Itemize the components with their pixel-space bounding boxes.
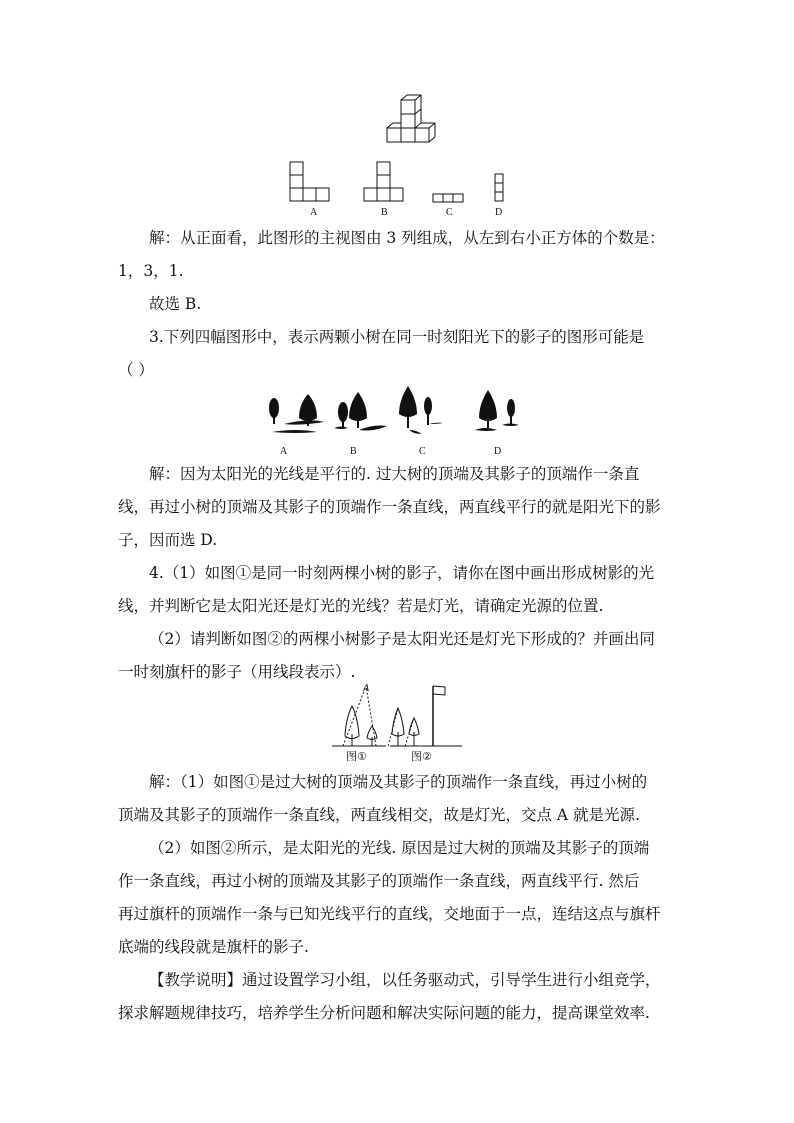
- option-a-trees: [269, 394, 324, 433]
- text-line: 一时刻旗杆的影子（用线段表示）.: [118, 663, 356, 681]
- teaching-note: 【教学说明】通过设置学习小组，以任务驱动式，引导学生进行小组竞学，: [149, 971, 661, 989]
- text-line: 子，因而选 D.: [118, 531, 218, 549]
- text-line: 顶端及其影子的顶端作一条直线，两直线相交，故是灯光，交点 A 就是光源.: [118, 806, 640, 824]
- text-line: 探求解题规律技巧，培养学生分析问题和解决实际问题的能力，提高课堂效率.: [118, 1004, 650, 1022]
- tree-shadow-figure: [262, 382, 537, 460]
- option-c-trees: [399, 386, 443, 434]
- option-label-c: C: [446, 207, 453, 218]
- light-source-figure: [330, 680, 465, 766]
- option-d-trees: [475, 390, 519, 431]
- option-b-view: [364, 162, 403, 201]
- text-line: 故选 B.: [149, 295, 202, 313]
- text-line: 线，并判断它是太阳光还是灯光的光线？若是灯光，请确定光源的位置.: [118, 597, 604, 615]
- fig1-label: 图①: [346, 750, 367, 763]
- text-line: 解：（1）如图①是过大树的顶端及其影子的顶端作一条直线，再过小树的: [149, 773, 648, 791]
- question-4-part-1: 4.（1）如图①是同一时刻两棵小树的影子，请你在图中画出形成树影的光: [149, 564, 655, 582]
- tree-label-a: A: [280, 446, 288, 457]
- text-line: 1，3，1.: [118, 262, 184, 280]
- cube-views-figure: [280, 92, 520, 222]
- text-line: 解：从正面看，此图形的主视图由 3 列组成，从左到右小正方体的个数是：: [149, 229, 665, 247]
- solution-3: [118, 458, 678, 689]
- solution-2: [118, 222, 678, 387]
- cube-stack-drawing: [387, 95, 435, 142]
- text-line: 解：因为太阳光的光线是平行的. 过大树的顶端及其影子的顶端作一条直: [149, 465, 640, 483]
- text-line: 作一条直线，再过小树的顶端及其影子的顶端作一条直线，两直线平行. 然后: [118, 872, 640, 890]
- option-b-trees: [334, 392, 387, 431]
- option-d-view: [495, 174, 503, 201]
- option-label-a: A: [310, 207, 318, 218]
- fig2-label: 图②: [411, 750, 432, 763]
- option-label-d: D: [495, 207, 503, 218]
- option-a-view: [290, 162, 329, 201]
- answer-blank: （ ）: [118, 361, 154, 379]
- option-c-view: [433, 194, 463, 202]
- option-label-b: B: [381, 207, 388, 218]
- tree-label-b: B: [350, 446, 357, 457]
- light-source-point-label: A: [363, 683, 370, 694]
- question-3: 3.下列四幅图形中，表示两颗小树在同一时刻阳光下的影子的图形可能是: [149, 328, 645, 346]
- tree-label-d: D: [494, 446, 502, 457]
- text-line: 再过旗杆的顶端作一条与已知光线平行的直线，交地面于一点，连结这点与旗杆: [118, 905, 661, 923]
- text-line: 线，再过小树的顶端及其影子的顶端作一条直线，两直线平行的就是阳光下的影: [118, 498, 661, 516]
- tree-label-c: C: [419, 446, 426, 457]
- text-line: （2）如图②所示，是太阳光的光线. 原因是过大树的顶端及其影子的顶端: [149, 839, 650, 857]
- question-4-part-2: （2）请判断如图②的两棵小树影子是太阳光还是灯光下形成的？并画出同: [149, 630, 655, 648]
- text-line: 底端的线段就是旗杆的影子.: [118, 938, 309, 956]
- solution-4: [118, 766, 678, 1030]
